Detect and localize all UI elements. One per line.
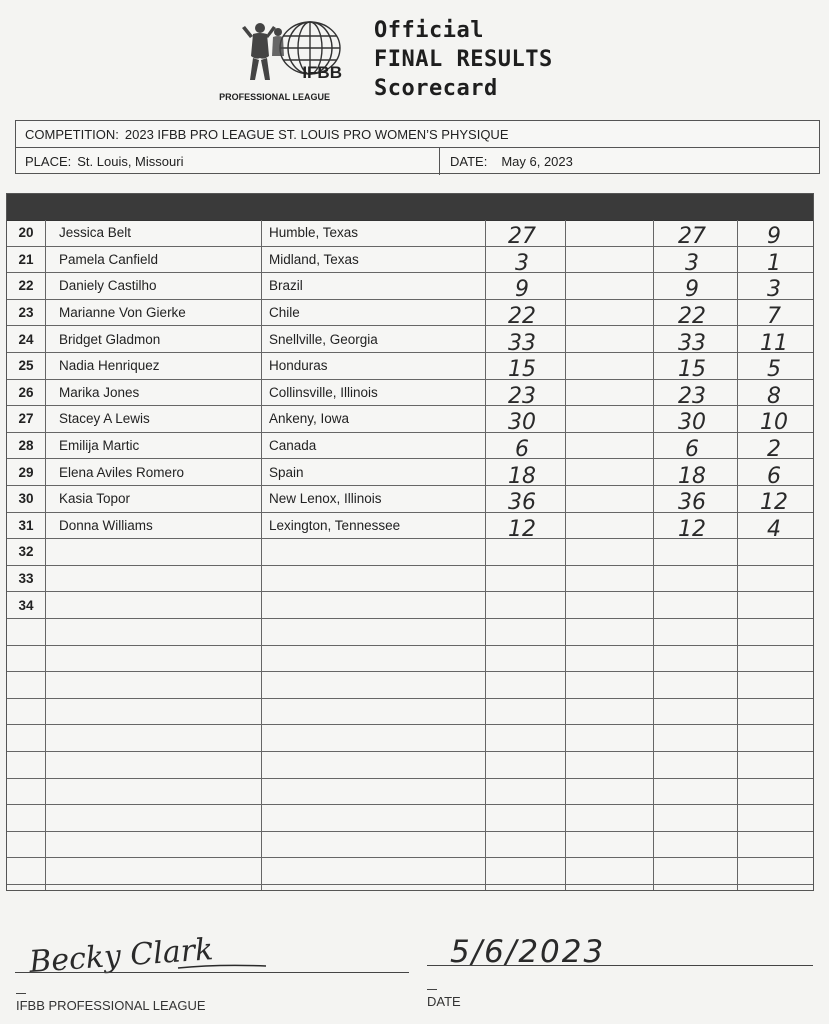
table-row — [7, 300, 813, 330]
table-row — [7, 566, 813, 593]
competitor-location: Collinsville, Illinois — [269, 384, 378, 400]
competition-row — [16, 121, 819, 148]
competitor-location — [269, 858, 484, 884]
competitor-location: Chile — [269, 305, 300, 321]
competitor-location — [269, 725, 484, 751]
competitor-name: Emilija Martic — [59, 438, 140, 454]
score-total: 15 — [678, 357, 706, 383]
score-prejudging: 36 — [508, 490, 536, 516]
competition-value: 2023 IFBB PRO LEAGUE ST. LOUIS PRO WOMEN’S PHYSIQUE — [124, 126, 509, 142]
score-prejudging: 15 — [508, 357, 536, 383]
competitor-location — [269, 752, 484, 778]
signature-image — [28, 928, 268, 988]
table-row — [7, 539, 813, 566]
entry-number — [7, 832, 45, 858]
competitor-name — [59, 779, 259, 805]
entry-number — [7, 752, 45, 778]
competitor-location — [269, 646, 484, 672]
signature-line — [15, 972, 409, 973]
competitor-location — [269, 566, 484, 592]
final-place: 4 — [767, 516, 781, 542]
competitor-location — [269, 619, 484, 645]
score-prejudging: 3 — [515, 250, 529, 276]
signature-text: Becky Clark — [28, 932, 215, 980]
score-prejudging: 6 — [515, 437, 529, 463]
competitor-location — [269, 592, 484, 618]
final-place: 3 — [767, 277, 781, 303]
competitor-name: Kasia Topor — [59, 491, 131, 507]
competitor-name — [59, 832, 259, 858]
signature-label: IFBB PROFESSIONAL LEAGUE — [16, 998, 206, 1013]
score-prejudging: 27 — [508, 224, 536, 250]
competitor-name — [59, 539, 259, 565]
scorecard-title — [374, 16, 553, 103]
ifbb-globe-icon — [219, 14, 370, 106]
entry-number — [7, 672, 45, 698]
score-total — [657, 862, 727, 888]
score-total: 23 — [678, 383, 706, 409]
results-table — [6, 193, 814, 891]
competition-info-box — [15, 120, 820, 174]
entry-number — [7, 858, 45, 884]
competitor-location — [269, 539, 484, 565]
competitor-location — [269, 832, 484, 858]
final-place: 9 — [767, 224, 781, 250]
competitor-name — [59, 699, 259, 725]
score-total: 9 — [685, 277, 699, 303]
entry-number — [7, 646, 45, 672]
entry-number: 27 — [18, 411, 34, 427]
entry-number: 21 — [18, 251, 34, 267]
final-place: 5 — [767, 357, 781, 383]
score-prejudging: 12 — [508, 516, 536, 542]
competitor-location — [269, 699, 484, 725]
score-prejudging: 22 — [508, 304, 536, 330]
entry-number: 25 — [18, 358, 34, 374]
table-row — [7, 832, 813, 859]
table-row — [7, 326, 813, 356]
score-prejudging: 30 — [508, 410, 536, 436]
table-row — [7, 380, 813, 407]
entry-number: 30 — [18, 491, 34, 507]
entry-number: 28 — [18, 438, 34, 454]
competitor-name — [59, 646, 259, 672]
score-prejudging: 9 — [515, 277, 529, 303]
entry-number: 23 — [18, 305, 34, 321]
score-total: 30 — [678, 410, 706, 436]
score-prejudging — [487, 862, 557, 888]
competitor-location: Lexington, Tennessee — [269, 517, 401, 533]
ifbb-logo — [219, 14, 370, 106]
entry-number: 26 — [18, 384, 34, 400]
entry-number — [7, 779, 45, 805]
entry-number — [7, 619, 45, 645]
competitor-name — [59, 592, 259, 618]
final-place: 7 — [767, 304, 781, 330]
entry-number: 20 — [18, 225, 34, 241]
competitor-location: Spain — [269, 464, 304, 480]
competitor-location — [269, 779, 484, 805]
table-row — [7, 353, 813, 383]
score-total: 36 — [678, 490, 706, 516]
table-row — [7, 220, 813, 250]
final-place: 8 — [767, 383, 781, 409]
entry-number: 32 — [18, 544, 34, 560]
table-row — [7, 752, 813, 779]
competitor-name — [59, 805, 259, 831]
date-line — [427, 965, 813, 966]
table-row — [7, 699, 813, 726]
competitor-name — [59, 672, 259, 698]
competition-label: COMPETITION: — [25, 126, 119, 142]
date-label: DATE: — [450, 154, 488, 169]
competitor-name: Marika Jones — [59, 384, 140, 400]
competitor-location — [269, 805, 484, 831]
competitor-location: Ankeny, Iowa — [269, 411, 350, 427]
score-total: 27 — [678, 224, 706, 250]
competitor-name: Nadia Henriquez — [59, 358, 160, 374]
competitor-name: Jessica Belt — [59, 225, 132, 241]
entry-number: 24 — [18, 331, 34, 347]
entry-number: 31 — [18, 517, 34, 533]
competitor-name: Bridget Gladmon — [59, 331, 161, 347]
final-place: 10 — [760, 410, 788, 436]
entry-number: 29 — [18, 464, 34, 480]
competitor-location: Midland, Texas — [269, 251, 359, 267]
table-row — [7, 805, 813, 832]
table-row — [7, 672, 813, 699]
competitor-name — [59, 725, 259, 751]
competitor-name — [59, 752, 259, 778]
competitor-location: Brazil — [269, 278, 303, 294]
place-field — [16, 148, 440, 175]
entry-number: 34 — [18, 597, 34, 613]
title-line-3: Scorecard — [374, 76, 498, 101]
table-row — [7, 486, 813, 516]
table-row — [7, 592, 813, 619]
table-row — [7, 619, 813, 646]
score-total: 22 — [678, 304, 706, 330]
competitor-name: Marianne Von Gierke — [59, 305, 186, 321]
title-line-1: Official — [374, 18, 484, 43]
date-value: May 6, 2023 — [501, 154, 573, 169]
final-place: 2 — [767, 437, 781, 463]
score-total: 18 — [678, 463, 706, 489]
table-row — [7, 459, 813, 489]
score-total: 33 — [678, 330, 706, 356]
competitor-name: Pamela Canfield — [59, 251, 159, 267]
entry-number: 33 — [18, 571, 34, 587]
score-prejudging: 18 — [508, 463, 536, 489]
table-row — [7, 273, 813, 303]
competitor-name: Daniely Castilho — [59, 278, 157, 294]
table-row — [7, 513, 813, 540]
date-field — [440, 148, 819, 175]
place-label: PLACE: — [25, 154, 72, 169]
final-place — [739, 862, 809, 888]
score-prejudging: 33 — [508, 330, 536, 356]
date-footer-label: DATE — [427, 994, 461, 1009]
final-place: 6 — [767, 463, 781, 489]
logo-text: IFBB — [302, 63, 342, 82]
competitor-name: Stacey A Lewis — [59, 411, 150, 427]
score-prejudging: 23 — [508, 383, 536, 409]
table-row — [7, 406, 813, 436]
competitor-name: Donna Williams — [59, 517, 153, 533]
table-header-bar — [7, 194, 813, 221]
logo-subtext: PROFESSIONAL LEAGUE — [219, 92, 330, 102]
table-row — [7, 646, 813, 673]
competitor-name: Elena Aviles Romero — [59, 464, 185, 480]
table-row — [7, 433, 813, 463]
entry-number — [7, 805, 45, 831]
table-row — [7, 858, 813, 885]
competitor-location: Snellville, Georgia — [269, 331, 378, 347]
score-total: 12 — [678, 516, 706, 542]
table-row — [7, 247, 813, 274]
competitor-location: Canada — [269, 438, 317, 454]
final-place: 1 — [767, 250, 781, 276]
score-total: 6 — [685, 437, 699, 463]
competitor-name — [59, 858, 259, 884]
competitor-location: New Lenox, Illinois — [269, 491, 382, 507]
competitor-location: Honduras — [269, 358, 328, 374]
title-line-2: FINAL RESULTS — [374, 47, 553, 72]
competitor-name — [59, 619, 259, 645]
score-total: 3 — [685, 250, 699, 276]
place-value: St. Louis, Missouri — [77, 154, 184, 169]
final-place: 12 — [760, 490, 788, 516]
competitor-location: Humble, Texas — [269, 225, 359, 241]
entry-number — [7, 699, 45, 725]
final-place: 11 — [760, 330, 788, 356]
competitor-location — [269, 672, 484, 698]
entry-number — [7, 725, 45, 751]
table-row — [7, 779, 813, 806]
handwritten-date: 5/6/2023 — [450, 934, 606, 970]
competitor-name — [59, 566, 259, 592]
entry-number: 22 — [18, 278, 34, 294]
table-row — [7, 725, 813, 752]
